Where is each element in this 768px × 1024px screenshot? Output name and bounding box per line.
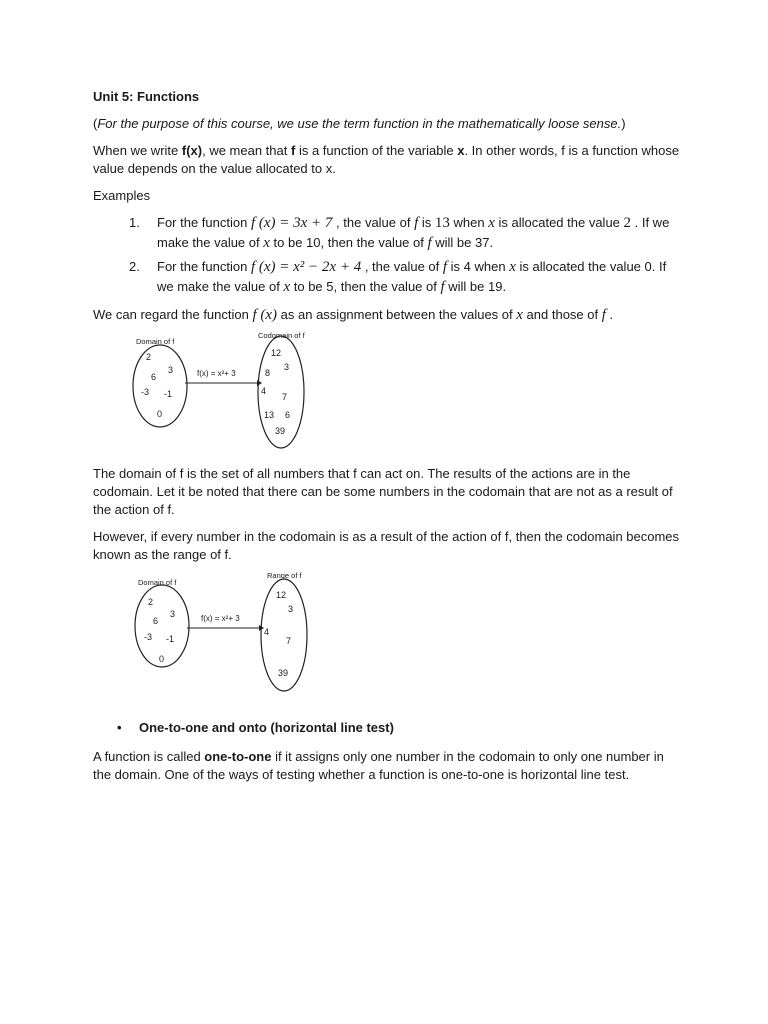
map-label: f(x) = x²+ 3 [197, 369, 236, 378]
document-page [93, 84, 683, 784]
range-label: Range of f [267, 571, 302, 580]
svg-text:3: 3 [170, 609, 176, 619]
page-title: Unit 5: Functions [93, 89, 200, 104]
svg-text:4: 4 [264, 627, 270, 637]
svg-text:39: 39 [278, 668, 289, 678]
svg-text:6: 6 [153, 616, 159, 626]
codomain-label: Codomain of f [258, 331, 305, 340]
svg-text:3: 3 [168, 365, 174, 375]
bullet-heading: • One-to-one and onto (horizontal line test) [117, 720, 394, 735]
one-to-one-paragraph: A function is called one-to-one if it assigns only one number in the codomain to only one number in the domain. One of the ways of testing whether a function is one-to-one is horizontal line test. [93, 749, 664, 782]
domain-paragraph: The domain of f is the set of all numbers that f can act on. The results of the actions are in the codomain. Let it be noted that there can be some numbers in the codomain that are not as a result of the action of f. [93, 466, 673, 517]
intro-paragraph: When we write f(x), we mean that f is a function of the variable x. In other words, f is a function whose value depends on the value allocated to x. [93, 143, 680, 176]
svg-text:6: 6 [285, 410, 291, 420]
svg-text:12: 12 [276, 590, 287, 600]
svg-text:12: 12 [271, 348, 282, 358]
svg-text:4: 4 [261, 386, 267, 396]
svg-text:13: 13 [264, 410, 275, 420]
range-paragraph: However, if every number in the codomain is as a result of the action of f, then the codomain becomes known as the range of f. [93, 529, 680, 562]
svg-text:-3: -3 [144, 632, 153, 642]
svg-text:7: 7 [286, 636, 292, 646]
svg-text:2: 2 [146, 352, 152, 362]
examples-heading: Examples [93, 188, 151, 203]
svg-text:-1: -1 [166, 634, 175, 644]
svg-text:7: 7 [282, 392, 288, 402]
bullet-dot: • [117, 720, 122, 735]
svg-text:6: 6 [151, 372, 157, 382]
svg-text:3: 3 [288, 604, 294, 614]
mapping-diagram-range [131, 570, 361, 695]
svg-text:-3: -3 [141, 387, 150, 397]
domain-label: Domain of f [138, 578, 177, 587]
regard-paragraph: We can regard the function f (x) as an assignment between the values of x and those of f . [93, 307, 614, 323]
svg-text:8: 8 [265, 368, 271, 378]
example-2: 2. For the function f (x) = x² − 2x + 4 , the value of f is 4 when x is allocated the value 0. If we make the value of x to be 5, then the value of f will be 19. [129, 259, 667, 295]
svg-text:3: 3 [284, 362, 290, 372]
example-1: 1. For the function f (x) = 3x + 7 , the value of f is 13 when x is allocated the value 2 . If we make the value of x to be 10, then the value of f will be 37. [129, 215, 670, 251]
svg-text:-1: -1 [164, 389, 173, 399]
svg-text:0: 0 [157, 409, 163, 419]
svg-text:39: 39 [275, 426, 286, 436]
map-label: f(x) = x²+ 3 [201, 614, 240, 623]
svg-text:2: 2 [148, 597, 154, 607]
course-note: (For the purpose of this course, we use the term function in the mathematically loose sense.) [93, 116, 626, 131]
domain-label: Domain of f [136, 337, 175, 346]
mapping-diagram-codomain [131, 328, 361, 453]
svg-text:0: 0 [159, 654, 165, 664]
